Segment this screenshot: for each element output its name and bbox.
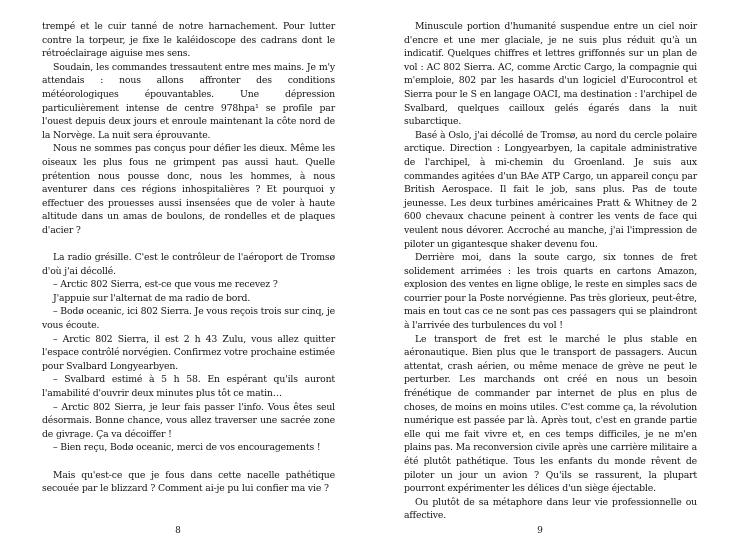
- paragraph: Ou plutôt de sa métaphore dans leur vie professionnelle ou affective.: [404, 496, 697, 522]
- paragraph: trempé et le cuir tanné de notre harnachement. Pour lutter contre la torpeur, je fixe le kaléidoscope des cadrans dont le rétroéclairage aiguise mes sens.: [42, 21, 335, 60]
- dialogue-line: – Bodø oceanic, ici 802 Sierra. Je vous reçois trois sur cinq, je vous écoute.: [42, 306, 335, 332]
- dialogue-line: – Arctic 802 Sierra, je leur fais passer l'info. Vous êtes seul désormais. Bonne chance, vous allez traverser une sacrée zone de givrage. Ça va décoiffer !: [42, 401, 335, 440]
- paragraph: Minuscule portion d'humanité suspendue entre un ciel noir d'encre et une mer glaciale, je ne suis plus réduit qu'à un indicatif. Quelques chiffres et lettres griffonnés sur un plan de vol : AC 802 Sierra. AC, comme Arctic Cargo, la compagnie qui m'emploie, 802 par les hasards d'un logiciel d'Eurocontrol et Sierra pour le S en langage OACI, ma destination : l'archipel de Svalbard, quelques cailloux gelés égarés dans la nuit subarctique.: [404, 21, 697, 128]
- paragraph: J'appuie sur l'alternat de ma radio de bord.: [53, 292, 251, 304]
- paragraph: Basé à Oslo, j'ai décollé de Tromsø, au nord du cercle polaire arctique. Direction : Longyearbyen, la capitale administrative de l'archipel, à mi-chemin du Groenland. Je suis aux commandes agitées d'un BAe ATP Cargo, un appareil conçu par British Aerospace. Il fait le job, sans plus. Pas de toute jeunesse. Les deux turbines américaines Pratt & Whitney de 2 600 chevaux chacune peinent à contrer les vents de face qui veulent nous dévorer. Accroché au manche, j'ai l'impression de piloter un gigantesque shaker devenu fou.: [404, 129, 697, 250]
- page-number: 9: [537, 526, 543, 536]
- dialogue-line: – Arctic 802 Sierra, il est 2 h 43 Zulu, vous allez quitter l'espace contrôlé norvégien. Confirmez votre prochaine estimée pour Svalbard Longyearbyen.: [42, 333, 335, 372]
- left-page: [42, 20, 335, 496]
- paragraph: Nous ne sommes pas conçus pour défier les dieux. Même les oiseaux les plus fous ne grimpent pas aussi haut. Quelle prétention nous pousse donc, nous les hommes, à nous aventurer dans ces régions inhospitalières ? Et pourquoi y effectuer des prouesses aussi insensées que de voler à haute altitude dans un amas de boulons, de rondelles et de plaques d'acier ?: [42, 143, 335, 236]
- dialogue-line: – Arctic 802 Sierra, est-ce que vous me recevez ?: [53, 279, 278, 291]
- dialogue-line: – Bien reçu, Bodø oceanic, merci de vos encouragements !: [53, 442, 321, 454]
- dialogue-line: – Svalbard estimé à 5 h 58. En espérant qu'ils auront l'amabilité d'ouvrir deux minutes plus tôt ce matin…: [42, 374, 335, 400]
- section-break: [42, 455, 335, 469]
- paragraph: La radio grésille. C'est le contrôleur de l'aéroport de Tromsø d'où j'ai décollé.: [42, 252, 335, 277]
- page-number: 8: [175, 526, 181, 536]
- section-break: [42, 238, 335, 252]
- paragraph: Soudain, les commandes tressautent entre mes mains. Je m'y attendais : nous allons affronter des conditions météorologiques épouvantables. Une dépression particulièrement intense de centre 978hpa¹ se profile par l'ouest depuis deux jours et enroule maintenant la côte nord de la Norvège. La nuit sera éprouvante.: [42, 61, 335, 141]
- paragraph: Mais qu'est-ce que je fous dans cette nacelle pathétique secouée par le blizzard ? Comment ai-je pu lui confier ma vie ?: [42, 469, 335, 495]
- right-page: [404, 20, 697, 523]
- paragraph: Derrière moi, dans la soute cargo, six tonnes de fret solidement arrimées : les trois quarts en cartons Amazon, explosion des ventes en ligne oblige, le reste en simples sacs de courrier pour la Poste norvégienne. Pas très glorieux, peut-être, mais en tout cas ce ne sont pas ces passagers qui se plaindront à l'arrivée des turbulences du vol !: [404, 252, 697, 332]
- paragraph: Le transport de fret est le marché le plus stable en aéronautique. Bien plus que le transport de passagers. Aucun attentat, crash aérien, ou même menace de grève ne peut le perturber. Les marchands ont créé en nous un besoin frénétique de commander par internet de plus en plus de choses, de moins en moins utiles. C'est comme ça, la révolution numérique est passée par là. Après tout, c'est en grande partie elle qui me fait vivre et, en ces temps difficiles, je ne m'en plains pas. Ma reconversion civile après une carrière militaire a été plutôt pathétique. Tous les enfants du monde rêvent de piloter un jour un avion ? Qu'ils se rassurent, la plupart pourront expérimenter les délices d'un siège éjectable.: [404, 333, 697, 495]
